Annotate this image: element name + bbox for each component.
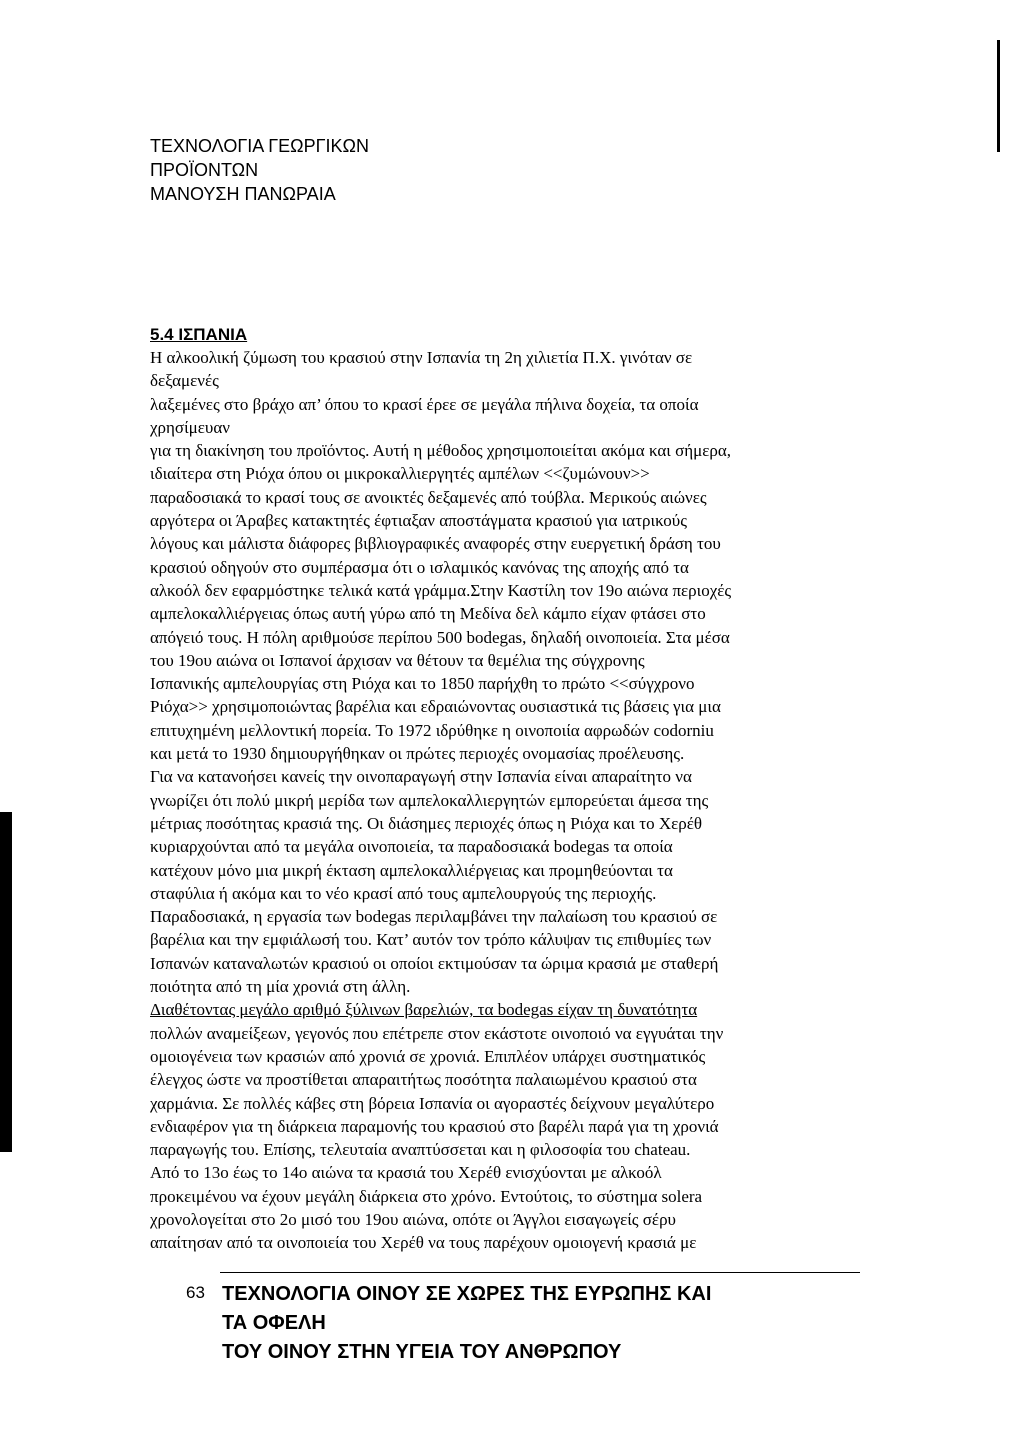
body-line: Ριόχα>> χρησιμοποιώντας βαρέλια και εδραιώνοντας ουσιαστικά τις βάσεις για μια: [150, 697, 721, 717]
header-author: ΜΑΝΟΥΣΗ ΠΑΝΩΡΑΙΑ: [150, 184, 336, 204]
body-line: και μετά το 1930 δημιουργήθηκαν οι πρώτες περιοχές ονομασίας προέλευσης.: [150, 744, 685, 764]
body-line: Ισπανικής αμπελουργίας στη Ριόχα και το 1850 παρήχθη το πρώτο <<σύγχρονο: [150, 674, 695, 694]
body-line: απόγειό τους. Η πόλη αριθμούσε περίπου 500 bodegas, δηλαδή οινοποιεία. Στα μέσα: [150, 627, 730, 647]
body-line: Από το 13ο έως το 14ο αιώνα τα κρασιά του Χερέθ ενισχύονται με αλκοόλ: [150, 1163, 662, 1183]
body-line: κυριαρχούνται από τα μεγάλα οινοποιεία, τα παραδοσιακά bodegas τα οποία: [150, 837, 673, 857]
footer-title: [222, 1280, 711, 1367]
body-line: λαξεμένες στο βράχο απ’ όπου το κρασί έρεε σε μεγάλα πήλινα δοχεία, τα οποία: [150, 394, 699, 414]
body-line: πολλών αναμείξεων, γεγονός που επέτρεπε στον εκάστοτε οινοποιό να εγγυάται την: [150, 1023, 724, 1043]
body-line: μέτριας ποσότητας κρασιά της. Οι διάσημες περιοχές όπως η Ριόχα και το Χερέθ: [150, 813, 703, 833]
body-line: δεξαμενές: [150, 371, 219, 391]
body-line: κρασιού οδηγούν στο συμπέρασμα ότι ο ισλαμικός κανόνας της αποχής από τα: [150, 557, 689, 577]
body-line: σταφύλια ή ακόμα και το νέο κρασί από τους αμπελουργούς της περιοχής.: [150, 883, 657, 903]
section-title: 5.4 ΙΣΠΑΝΙΑ: [150, 325, 248, 344]
section-body: [150, 324, 850, 1255]
body-line: Η αλκοολική ζύμωση του κρασιού στην Ισπανία τη 2η χιλιετία Π.Χ. γινόταν σε: [150, 348, 693, 367]
body-line: παραγωγής του. Επίσης, τελευταία αναπτύσσεται και η φιλοσοφία του chateau.: [150, 1140, 691, 1160]
page-number: 63: [186, 1283, 205, 1302]
body-line: γνωρίζει ότι πολύ μικρή μερίδα των αμπελοκαλλιεργητών εμπορεύεται άμεσα της: [150, 790, 709, 810]
scan-edge-right: [997, 40, 1000, 152]
body-line: χρονολογείται στο 2ο μισό του 19ου αιώνα, οπότε οι Άγγλοι εισαγωγείς σέρυ: [150, 1209, 676, 1229]
body-line: Ισπανών καταναλωτών κρασιού οι οποίοι εκτιμούσαν τα ώριμα κρασιά με σταθερή: [150, 953, 719, 973]
body-line: παραδοσιακά το κρασί τους σε ανοικτές δεξαμενές από τούβλα. Μερικούς αιώνες: [150, 487, 707, 507]
body-line: κατέχουν μόνο μια μικρή έκταση αμπελοκαλλιέργειας και προμηθεύονται τα: [150, 860, 673, 880]
body-line: έλεγχος ώστε να προστίθεται απαραιτήτως ποσότητα παλαιωμένου κρασιού στα: [150, 1070, 697, 1090]
body-line: Για να κατανοήσει κανείς την οινοπαραγωγή στην Ισπανία είναι απαραίτητο να: [150, 767, 692, 787]
footer-title-line: ΤΟΥ ΟΙΝΟΥ ΣΤΗΝ ΥΓΕΙΑ ΤΟΥ ΑΝΘΡΩΠΟΥ: [222, 1341, 622, 1363]
body-line: Διαθέτοντας μεγάλο αριθμό ξύλινων βαρελιών, τα bodegas είχαν τη δυνατότητα: [150, 1000, 698, 1020]
header-course-title-cont: ΠΡΟΪΟΝΤΩΝ: [150, 160, 259, 180]
body-line: Παραδοσιακά, η εργασία των bodegas περιλαμβάνει την παλαίωση του κρασιού σε: [150, 907, 718, 927]
page-header: [150, 134, 369, 206]
footer-title-line: ΤΕΧΝΟΛΟΓΙΑ ΟΙΝΟΥ ΣΕ ΧΩΡΕΣ ΤΗΣ ΕΥΡΩΠΗΣ ΚΑΙ: [222, 1283, 712, 1305]
body-line: αργότερα οι Άραβες κατακτητές έφτιαξαν αποστάγματα κρασιού για ιατρικούς: [150, 511, 687, 531]
body-line: χαρμάνια. Σε πολλές κάβες στη βόρεια Ισπανία οι αγοραστές δείχνουν μεγαλύτερο: [150, 1093, 715, 1113]
body-line: χρησίμευαν: [150, 417, 230, 437]
footer-divider: [220, 1272, 860, 1273]
body-line: αμπελοκαλλιέργειας όπως αυτή γύρω από τη Μεδίνα δελ κάμπο είχαν φτάσει στο: [150, 604, 706, 624]
footer-title-line: ΤΑ ΟΦΕΛΗ: [222, 1312, 326, 1334]
body-line: αλκοόλ δεν εφαρμόστηκε τελικά κατά γράμμα.Στην Καστίλη τον 19ο αιώνα περιοχές: [150, 580, 732, 600]
header-course-title: ΤΕΧΝΟΛΟΓΙΑ ΓΕΩΡΓΙΚΩΝ: [150, 136, 370, 156]
body-line: προκειμένου να έχουν μεγάλη διάρκεια στο χρόνο. Εντούτοις, το σύστημα solera: [150, 1186, 703, 1206]
body-line: λόγους και μάλιστα διάφορες βιβλιογραφικές αναφορές στην ευεργετική δράση του: [150, 534, 721, 554]
body-line: ιδιαίτερα στη Ριόχα όπου οι μικροκαλλιεργητές αμπέλων <<ζυμώνουν>>: [150, 464, 650, 484]
body-line: επιτυχημένη μελλοντική πορεία. Το 1972 ιδρύθηκε η οινοποιία αφρωδών codorniu: [150, 720, 714, 740]
scan-edge-left: [0, 812, 12, 1152]
body-line: βαρέλια και την εμφιάλωσή του. Κατ’ αυτόν τον τρόπο κάλυψαν τις επιθυμίες των: [150, 930, 712, 950]
body-line: ομοιογένεια των κρασιών από χρονιά σε χρονιά. Επιπλέον υπάρχει συστηματικός: [150, 1046, 706, 1066]
body-line: ποιότητα από τη μία χρονιά στη άλλη.: [150, 977, 411, 997]
body-line: ενδιαφέρον για τη διάρκεια παραμονής του κρασιού στο βαρέλι παρά για τη χρονιά: [150, 1116, 719, 1136]
body-line: απαίτησαν από τα οινοποιεία του Χερέθ να τους παρέχουν ομοιογενή κρασιά με: [150, 1233, 697, 1253]
body-line: για τη διακίνηση του προϊόντος. Αυτή η μέθοδος χρησιμοποιείται ακόμα και σήμερα,: [150, 441, 732, 461]
body-line: του 19ου αιώνα οι Ισπανοί άρχισαν να θέτουν τα θεμέλια της σύγχρονης: [150, 650, 645, 670]
